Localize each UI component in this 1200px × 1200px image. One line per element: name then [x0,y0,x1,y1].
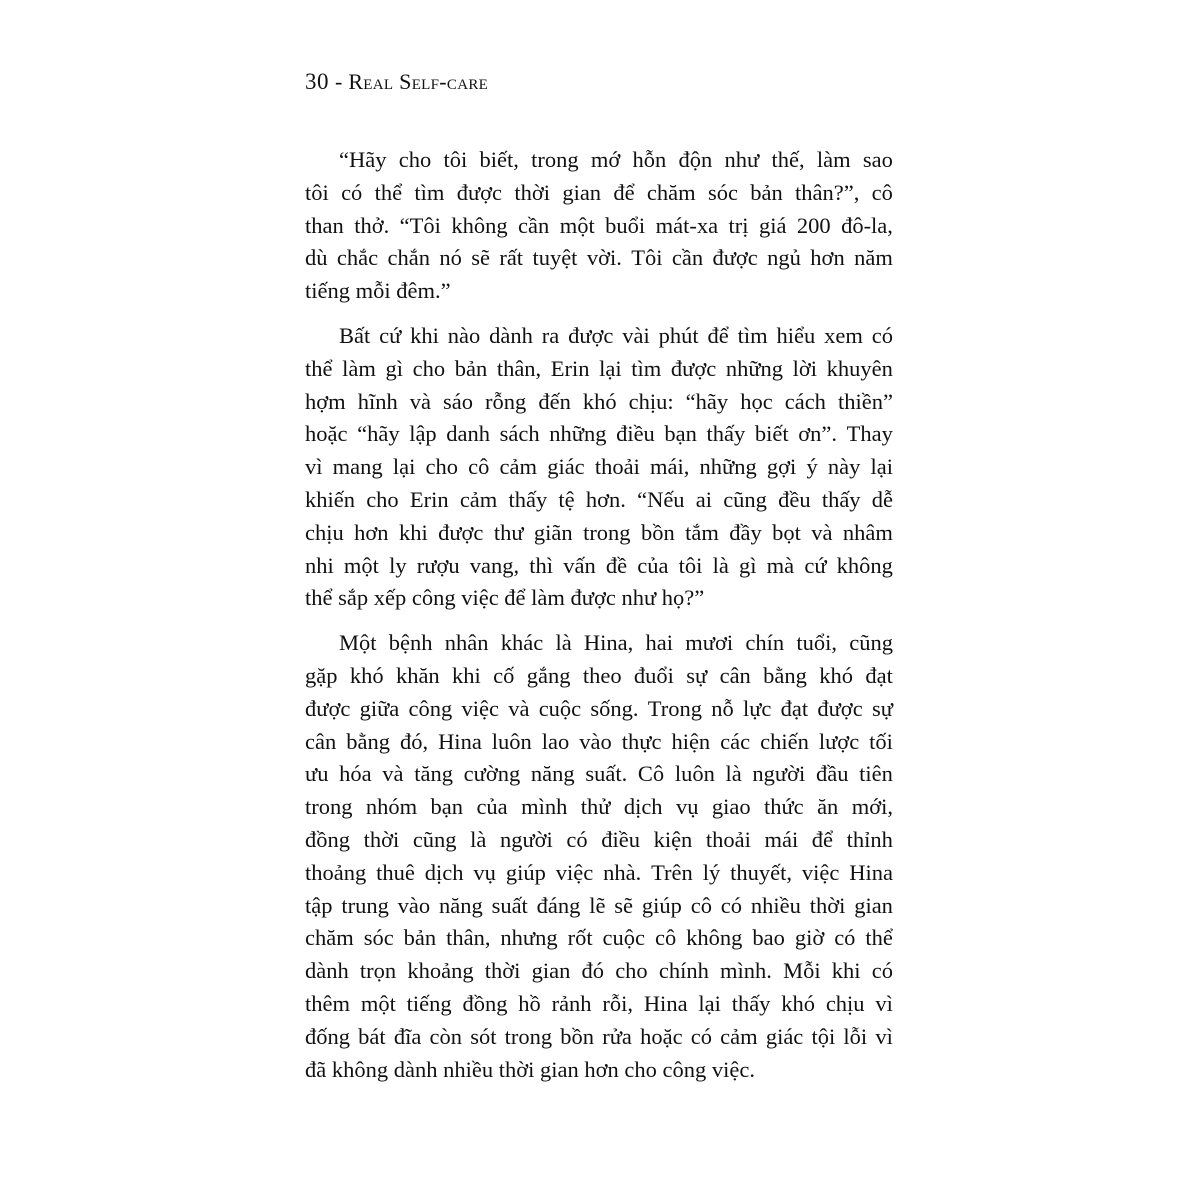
paragraph [305,627,893,1086]
running-header [305,68,893,96]
text-line: khiến cho Erin cảm thấy tệ hơn. “Nếu ai cũng đều thấy dễ [305,486,893,512]
book-page [305,68,893,1098]
text-line: đồng thời cũng là người có điều kiện thoải mái để thỉnh [305,826,893,852]
text-line: Một bệnh nhân khác là Hina, hai mươi chín tuổi, cũng [339,630,893,656]
text-line: nhi một ly rượu vang, thì vấn đề của tôi là gì mà cứ không [305,552,893,578]
text-line: thêm một tiếng đồng hồ rảnh rỗi, Hina lại thấy khó chịu vì [305,990,893,1016]
text-line: thoảng thuê dịch vụ giúp việc nhà. Trên lý thuyết, việc Hina [305,859,893,885]
text-line: than thở. “Tôi không cần một buổi mát-xa trị giá 200 đô-la, [305,212,893,238]
text-line: đã không dành nhiều thời gian hơn cho công việc. [305,1056,755,1082]
body-text [305,144,893,1086]
text-line: trong nhóm bạn của mình thử dịch vụ giao thức ăn mới, [305,794,893,820]
text-line: Bất cứ khi nào dành ra được vài phút để tìm hiểu xem có [339,322,893,348]
text-line: “Hãy cho tôi biết, trong mớ hỗn độn như thế, làm sao [339,147,893,172]
text-line: đống bát đĩa còn sót trong bồn rửa hoặc có cảm giác tội lỗi vì [305,1023,893,1049]
text-line: chịu hơn khi được thư giãn trong bồn tắm đầy bọt và nhâm [305,519,893,545]
text-line: cân bằng đó, Hina luôn lao vào thực hiện các chiến lược tối [305,728,893,754]
text-line: hoặc “hãy lập danh sách những điều bạn thấy biết ơn”. Thay [305,421,893,447]
page-number: 30 [305,69,329,94]
text-line: ưu hóa và tăng cường năng suất. Cô luôn là người đầu tiên [305,761,893,787]
text-line: chăm sóc bản thân, nhưng rốt cuộc cô không bao giờ có thể [305,925,893,951]
header-separator: - [335,69,343,94]
text-line: tập trung vào năng suất đáng lẽ sẽ giúp cô có nhiều thời gian [305,892,893,918]
text-line: vì mang lại cho cô cảm giác thoải mái, những gợi ý này lại [305,454,893,480]
text-line: dù chắc chắn nó sẽ rất tuyệt vời. Tôi cần được ngủ hơn năm [305,245,893,271]
paragraph [305,144,893,308]
text-line: gặp khó khăn khi cố gắng theo đuổi sự cân bằng khó đạt [305,662,893,688]
text-line: được giữa công việc và cuộc sống. Trong nỗ lực đạt được sự [305,695,893,721]
text-line: hợm hĩnh và sáo rỗng đến khó chịu: “hãy học cách thiền” [305,388,893,414]
book-title: Real Self-care [348,69,489,94]
text-line: tôi có thể tìm được thời gian để chăm sóc bản thân?”, cô [305,179,893,205]
paragraph [305,320,893,615]
text-line: tiếng mỗi đêm.” [305,278,451,304]
text-line: thể sắp xếp công việc để làm được như họ?” [305,585,705,611]
text-line: dành trọn khoảng thời gian đó cho chính mình. Mỗi khi có [305,958,893,984]
text-line: thể làm gì cho bản thân, Erin lại tìm được những lời khuyên [305,355,893,381]
